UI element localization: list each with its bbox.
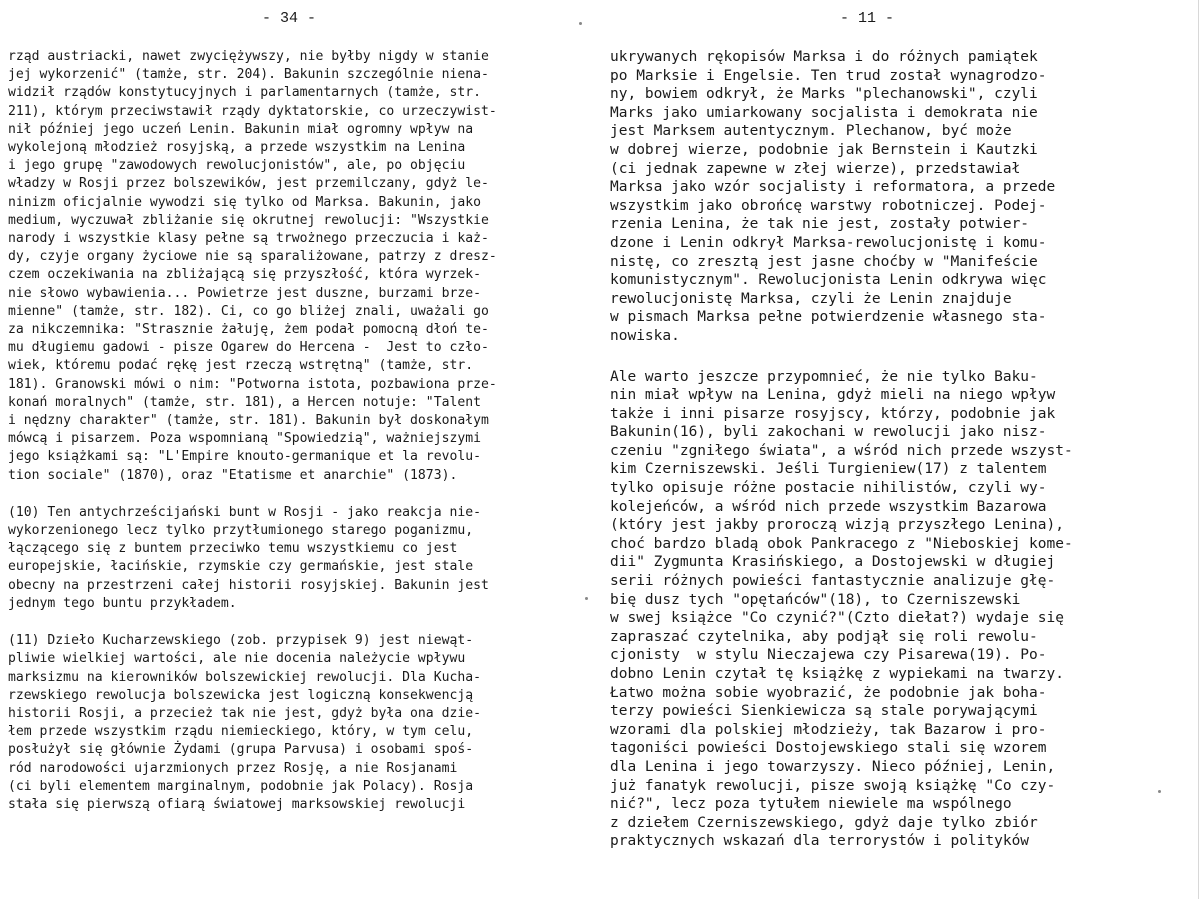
text-line: w swej książce "Co czynić?"(Czto diełat?) wydaje się <box>610 610 1064 627</box>
text-line: także i inni pisarze rosyjscy, którzy, podobnie jak <box>610 405 1056 422</box>
text-line: w dobrej wierze, podobnie jak Bernstein i Kautzki <box>610 141 1038 158</box>
text-line: ny, bowiem odkrył, że Marks "plechanowski", czyli <box>610 86 1038 103</box>
text-line: mienne" (tamże, str. 182). Ci, co go bliżej znali, uważali go <box>8 303 489 319</box>
text-line: konań moralnych" (tamże, str. 181), a Hercen notuje: "Talent <box>8 394 481 410</box>
paragraph <box>8 632 568 814</box>
text-line: jednym tego buntu przykładem. <box>8 595 237 611</box>
text-line: nił później jego uczeń Lenin. Bakunin miał ogromny wpływ na <box>8 121 474 137</box>
text-line: nie słowo wybawienia... Powietrze jest duszne, burzami brze- <box>8 285 481 301</box>
text-line: nin miał wpływ na Lenina, gdyż mieli na niego wpływ <box>610 387 1056 404</box>
right-page-text <box>610 48 1195 851</box>
text-line: rząd austriacki, nawet zwyciężywszy, nie byłby nigdy w stanie <box>8 49 489 64</box>
text-line: nistę, co zresztą jest jasne choćby w "Manifeście <box>610 253 1038 270</box>
text-line: pliwie wielkiej wartości, ale nie docenia należycie wpływu <box>8 651 466 667</box>
paragraph <box>8 504 568 613</box>
text-line: Ale warto jeszcze przypomnieć, że nie tylko Baku- <box>610 368 1038 385</box>
text-line: za nikczemnika: "Strasznie żałuję, żem podał pomocną dłoń te- <box>8 322 489 338</box>
text-line: mówcą i pisarzem. Poza wspomnianą "Spowiedzią", ważniejszymi <box>8 431 481 447</box>
text-line: dobno Lenin czytał tę książkę z wypiekami na twarzy. <box>610 666 1064 682</box>
text-line: widził rządów konstytucyjnych i parlamentarnych (tamże, str. <box>8 85 481 101</box>
text-line: 181). Granowski mówi o nim: "Potworna istota, pozbawiona prze- <box>8 376 497 392</box>
text-line: (który jest jakby proroczą wizją przyszłego Lenina), <box>610 517 1064 534</box>
text-line: jej wykorzenić" (tamże, str. 204). Bakunin szczególnie niena- <box>8 67 489 83</box>
text-line: jego książkami są: "L'Empire knouto-germanique et la revolu- <box>8 449 481 465</box>
text-line: w pismach Marksa pełne potwierdzenie własnego sta- <box>610 309 1047 326</box>
text-line: 211), którym przeciwstawił rządy dyktatorskie, co urzeczywist- <box>8 103 497 119</box>
paragraph <box>610 48 1195 346</box>
margin-dot <box>1158 790 1161 793</box>
text-line: z dziełem Czerniszewskiego, gdyż daje tylko zbiór <box>610 814 1038 831</box>
paragraph-gap <box>8 613 568 632</box>
text-line: Marks jako umiarkowany socjalista i demokrata nie <box>610 104 1038 121</box>
text-line: jest Marksem autentycznym. Plechanow, być może <box>610 123 1012 140</box>
margin-dot <box>585 597 588 600</box>
text-line: marksizmu na kierowników bolszewickiej rewolucji. Dla Kucha- <box>8 669 481 685</box>
text-line: wykolejoną młodzież rosyjską, a przede wszystkim na Lenina <box>8 140 466 156</box>
text-line: rewolucjonistę Marksa, czyli że Lenin znajduje <box>610 290 1012 307</box>
text-line: ninizm oficjalnie wywodzi się tylko od Marksa. Bakunin, jako <box>8 194 481 210</box>
text-line: wszystkim jako obrońcę warstwy robotniczej. Podej- <box>610 197 1047 214</box>
text-line: rzenia Lenina, że tak nie jest, zostały potwier- <box>610 216 1030 233</box>
text-line: kolejeńców, a wśród nich przede wszystkim Bazarowa <box>610 498 1047 515</box>
left-page-number: - 34 - <box>262 10 317 27</box>
text-line: (ci jednak zapewne w złej wierze), przedstawiał <box>610 160 1021 177</box>
text-line: bię dusz tych "opętańców"(18), to Czerniszewski <box>610 591 1021 608</box>
text-line: medium, wyczuwał zbliżanie się okrutnej rewolucji: "Wszystkie <box>8 212 489 228</box>
text-line: wzorami dla polskiej młodzieży, tak Bazarow i pro- <box>610 721 1047 738</box>
text-line: i jego grupę "zawodowych rewolucjonistów", ale, po objęciu <box>8 158 466 174</box>
text-line: europejskie, łacińskie, rzymskie czy germańskie, jest stale <box>8 559 474 575</box>
text-line: narody i wszystkie klasy pełne są trwożnego przeczucia i każ- <box>8 231 489 247</box>
text-line: dzone i Lenin odkrył Marksa-rewolucjonistę i komu- <box>610 234 1047 251</box>
paragraph <box>8 48 568 485</box>
page-edge <box>1198 0 1199 899</box>
text-line: cjonisty w stylu Nieczajewa czy Pisarewa(19). Po- <box>610 647 1047 664</box>
text-line: (10) Ten antychrześcijański bunt w Rosji - jako reakcja nie- <box>8 504 481 520</box>
text-line: obecny na przestrzeni całej historii rosyjskiej. Bakunin jest <box>8 577 489 593</box>
text-line: (11) Dzieło Kucharzewskiego (zob. przypisek 9) jest niewąt- <box>8 633 474 649</box>
text-line: nić?", lecz poza tytułem niewiele ma wspólnego <box>610 796 1012 813</box>
text-line: i nędzny charakter" (tamże, str. 181). Bakunin był doskonałym <box>8 413 489 429</box>
text-line: historii Rosji, a przecież tak nie jest, gdyż była ona dzie- <box>8 705 481 721</box>
text-line: Marksa jako wzór socjalisty i reformatora, a przede <box>610 179 1056 196</box>
text-line: tion sociale" (1870), oraz "Etatisme et anarchie" (1873). <box>8 467 458 483</box>
text-line: tylko opisuje różne postacie nihilistów, czyli wy- <box>610 480 1047 497</box>
paragraph <box>610 368 1195 851</box>
text-line: po Marksie i Engelsie. Ten trud został wynagrodzo- <box>610 67 1047 84</box>
text-line: terzy powieści Sienkiewicza są stale porywającymi <box>610 703 1038 720</box>
text-line: władzy w Rosji przez bolszewików, jest przemilczany, gdyż le- <box>8 176 489 192</box>
margin-dot <box>579 22 582 25</box>
text-line: praktycznych wskazań dla terrorystów i polityków <box>610 833 1030 850</box>
text-line: komunistycznym". Rewolucjonista Lenin odkrywa więc <box>610 272 1047 289</box>
text-line: dii" Zygmunta Krasińskiego, a Dostojewski w długiej <box>610 554 1056 571</box>
text-line: nowiska. <box>610 327 680 344</box>
text-line: mu długiemu gadowi - pisze Ogarew do Hercena - Jest to czło- <box>8 340 489 356</box>
text-line: stała się pierwszą ofiarą światowej marksowskiej rewolucji <box>8 796 466 812</box>
text-line: wiek, któremu podać rękę jest rzeczą wstrętną" (tamże, str. <box>8 358 474 374</box>
text-line: Bakunin(16), byli zakochani w rewolucji jako nisz- <box>610 424 1047 441</box>
paragraph-gap <box>610 346 1195 368</box>
text-line: czem oczekiwania na zbliżającą się przyszłość, która wyrzek- <box>8 267 481 283</box>
left-page-text <box>8 48 568 814</box>
text-line: łączącego się z buntem przeciwko temu wszystkiemu co jest <box>8 541 458 557</box>
right-page-number: - 11 - <box>840 10 895 27</box>
text-line: Łatwo można sobie wyobrazić, że podobnie jak boha- <box>610 684 1047 701</box>
text-line: rzewskiego rewolucja bolszewicka jest logiczną konsekwencją <box>8 687 474 703</box>
text-line: łem przede wszystkim rządu niemieckiego, który, w tym celu, <box>8 724 474 740</box>
text-line: ukrywanych rękopisów Marksa i do różnych pamiątek <box>610 49 1038 65</box>
text-line: kim Czerniszewski. Jeśli Turgieniew(17) z talentem <box>610 461 1047 478</box>
paragraph-gap <box>8 485 568 504</box>
text-line: posłużył się głównie Żydami (grupa Parvusa) i osobami spoś- <box>8 742 474 758</box>
text-line: dla Lenina i jego towarzyszy. Nieco później, Lenin, <box>610 758 1056 775</box>
text-line: wykorzenionego lecz tylko przytłumionego starego poganizmu, <box>8 523 474 539</box>
text-line: tagoniści powieści Dostojewskiego stali się wzorem <box>610 740 1047 757</box>
text-line: dy, czyje organy życiowe nie są sparaliżowane, patrzy z dresz- <box>8 249 497 265</box>
text-line: zapraszać czytelnika, aby podjął się roli rewolu- <box>610 628 1038 645</box>
text-line: choć bardzo bladą obok Pankracego z "Nieboskiej kome- <box>610 535 1073 552</box>
text-line: ród narodowości ujarzmionych przez Rosję, a nie Rosjanami <box>8 760 458 776</box>
text-line: serii różnych powieści fantastycznie analizuje głę- <box>610 573 1056 590</box>
text-line: (ci byli elementem marginalnym, podobnie jak Polacy). Rosja <box>8 778 474 794</box>
text-line: już fanatyk rewolucji, pisze swoją książkę "Co czy- <box>610 777 1056 794</box>
text-line: czeniu "zgniłego świata", a wśród nich przede wszyst- <box>610 442 1073 459</box>
